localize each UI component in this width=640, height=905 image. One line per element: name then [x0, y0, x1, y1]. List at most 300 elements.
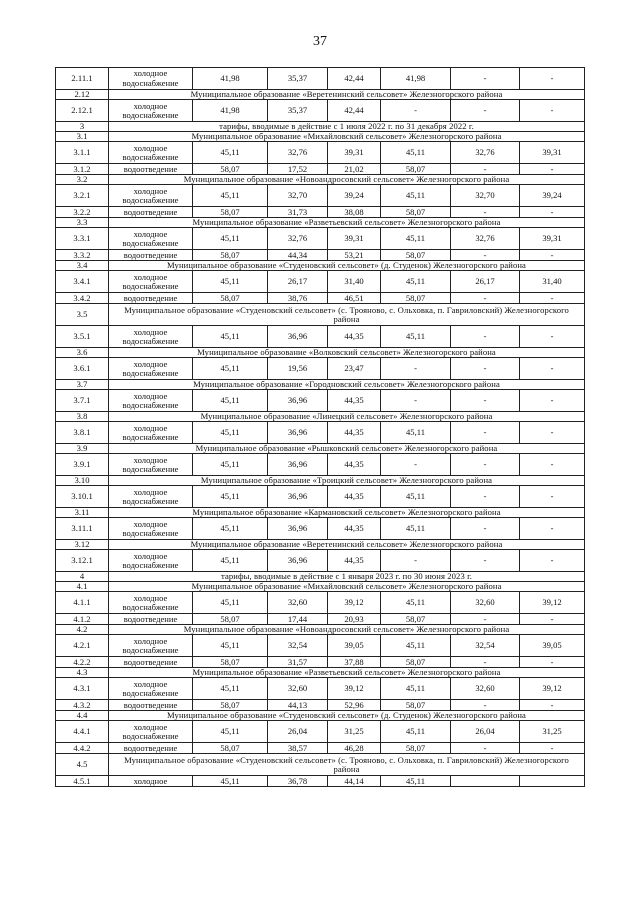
table-row [56, 678, 585, 700]
tariff-value: 36,96 [268, 518, 328, 540]
section-header-row [56, 572, 585, 582]
section-title: Муниципальное образование «Студеновский сельсовет» (д. Студенок) Железногорского района [109, 261, 585, 271]
tariff-value: 39,24 [328, 185, 381, 207]
row-number: 3.5.1 [56, 326, 109, 348]
row-number: 4 [56, 572, 109, 582]
service-type: холодное водоснабжение [109, 185, 193, 207]
table-row [56, 250, 585, 261]
tariff-value: 53,21 [328, 250, 381, 261]
section-title: Муниципальное образование «Студеновский сельсовет» (д. Студенок) Железногорского района [109, 711, 585, 721]
tariff-value: 32,54 [268, 635, 328, 657]
table-row [56, 422, 585, 444]
tariff-value: 58,07 [193, 164, 268, 175]
service-type: холодное водоснабжение [109, 518, 193, 540]
tariff-value: - [520, 293, 585, 304]
row-number: 3.5 [56, 304, 109, 326]
tariff-value: 19,56 [268, 358, 328, 380]
row-number: 3.12 [56, 540, 109, 550]
row-number: 4.1.2 [56, 614, 109, 625]
row-number: 3.2.1 [56, 185, 109, 207]
table-row [56, 700, 585, 711]
tariff-value: - [451, 614, 520, 625]
service-type: холодное водоснабжение [109, 271, 193, 293]
tariff-value: 36,96 [268, 326, 328, 348]
tariff-value: 36,96 [268, 390, 328, 412]
tariff-value: 31,40 [520, 271, 585, 293]
row-number: 3.4.1 [56, 271, 109, 293]
tariff-value: 23,47 [328, 358, 381, 380]
tariff-table-body [56, 68, 585, 787]
tariff-value: 36,96 [268, 550, 328, 572]
table-row [56, 657, 585, 668]
service-type: водоотведение [109, 250, 193, 261]
tariff-value: - [520, 700, 585, 711]
service-type: водоотведение [109, 700, 193, 711]
service-type: водоотведение [109, 657, 193, 668]
row-number: 3.8.1 [56, 422, 109, 444]
section-header-row [56, 444, 585, 454]
table-row [56, 592, 585, 614]
row-number: 3.1.1 [56, 142, 109, 164]
tariff-value: 39,12 [520, 678, 585, 700]
section-header-row [56, 348, 585, 358]
tariff-value: - [451, 422, 520, 444]
table-row [56, 486, 585, 508]
tariff-value: 26,04 [451, 721, 520, 743]
table-row [56, 743, 585, 754]
row-number: 2.11.1 [56, 68, 109, 90]
service-type: холодное водоснабжение [109, 228, 193, 250]
tariff-value: 26,04 [268, 721, 328, 743]
table-row [56, 164, 585, 175]
row-number: 3.7.1 [56, 390, 109, 412]
section-title: Муниципальное образование «Михайловский сельсовет» Железногорского района [109, 582, 585, 592]
tariff-value: 36,78 [268, 776, 328, 787]
tariff-value: 45,11 [381, 271, 451, 293]
tariff-value: 44,35 [328, 518, 381, 540]
tariff-value: - [451, 700, 520, 711]
tariff-value: 39,24 [520, 185, 585, 207]
row-number: 3.9.1 [56, 454, 109, 476]
tariff-value: 31,73 [268, 207, 328, 218]
tariff-value: 58,07 [193, 293, 268, 304]
tariff-value: 45,11 [381, 678, 451, 700]
tariff-value: 39,12 [520, 592, 585, 614]
tariff-value: - [451, 486, 520, 508]
tariff-value: - [520, 518, 585, 540]
table-row [56, 142, 585, 164]
row-number: 3.3 [56, 218, 109, 228]
tariff-value: 36,96 [268, 486, 328, 508]
service-type: холодное водоснабжение [109, 635, 193, 657]
table-row [56, 68, 585, 90]
tariff-value: 44,35 [328, 550, 381, 572]
tariff-value: - [520, 358, 585, 380]
row-number: 3.1.2 [56, 164, 109, 175]
tariff-value: 44,34 [268, 250, 328, 261]
tariff-value: - [451, 207, 520, 218]
table-row [56, 326, 585, 348]
tariff-value: - [381, 454, 451, 476]
row-number: 4.2 [56, 625, 109, 635]
service-type: водоотведение [109, 207, 193, 218]
tariff-value: - [381, 390, 451, 412]
tariff-value: 45,11 [193, 550, 268, 572]
tariff-value: - [381, 358, 451, 380]
section-header-row [56, 122, 585, 132]
section-title: Муниципальное образование «Рышковский сельсовет» Железногорского района [109, 444, 585, 454]
row-number: 4.5.1 [56, 776, 109, 787]
section-title: Муниципальное образование «Михайловский сельсовет» Железногорского района [109, 132, 585, 142]
tariff-value: 52,96 [328, 700, 381, 711]
row-number: 3.12.1 [56, 550, 109, 572]
tariff-value: - [520, 422, 585, 444]
tariff-value: 32,54 [451, 635, 520, 657]
tariff-value: 58,07 [193, 207, 268, 218]
tariff-value: - [520, 743, 585, 754]
section-header-row [56, 582, 585, 592]
service-type: холодное водоснабжение [109, 358, 193, 380]
tariff-value: 38,57 [268, 743, 328, 754]
tariff-value: - [520, 207, 585, 218]
service-type: водоотведение [109, 743, 193, 754]
tariff-value: 45,11 [381, 185, 451, 207]
tariff-value: - [381, 550, 451, 572]
tariff-value: - [451, 550, 520, 572]
table-row [56, 228, 585, 250]
row-number: 3.10.1 [56, 486, 109, 508]
section-header-row [56, 412, 585, 422]
service-type: холодное водоснабжение [109, 592, 193, 614]
section-title: Муниципальное образование «Троицкий сельсовет» Железногорского района [109, 476, 585, 486]
tariff-value: 44,13 [268, 700, 328, 711]
tariff-value: - [451, 743, 520, 754]
table-row [56, 635, 585, 657]
row-number: 2.12 [56, 90, 109, 100]
service-type: холодное водоснабжение [109, 678, 193, 700]
tariff-value: 58,07 [381, 657, 451, 668]
row-number: 3.3.2 [56, 250, 109, 261]
tariff-value: 26,17 [451, 271, 520, 293]
tariff-value: 44,35 [328, 390, 381, 412]
table-row [56, 776, 585, 787]
tariff-value: 36,96 [268, 454, 328, 476]
service-type: холодное водоснабжение [109, 100, 193, 122]
tariff-value: 58,07 [193, 700, 268, 711]
section-title: Муниципальное образование «Городновский сельсовет» Железногорского района [109, 380, 585, 390]
section-header-row [56, 218, 585, 228]
tariff-value: 37,88 [328, 657, 381, 668]
section-header-row [56, 304, 585, 326]
tariff-value: 32,76 [451, 228, 520, 250]
tariff-value: 58,07 [193, 657, 268, 668]
tariff-value: 38,08 [328, 207, 381, 218]
tariff-value: 39,12 [328, 592, 381, 614]
tariff-value: 45,11 [193, 271, 268, 293]
tariff-value: - [520, 250, 585, 261]
service-type: холодное водоснабжение [109, 68, 193, 90]
tariff-table [55, 67, 585, 787]
section-title: Муниципальное образование «Веретенинский сельсовет» Железногорского района [109, 540, 585, 550]
tariff-value: 45,11 [193, 486, 268, 508]
row-number: 3.2.2 [56, 207, 109, 218]
row-number: 3.8 [56, 412, 109, 422]
section-header-row [56, 261, 585, 271]
tariff-value: 17,44 [268, 614, 328, 625]
tariff-value: 45,11 [193, 142, 268, 164]
tariff-value: 45,11 [193, 326, 268, 348]
section-header-row [56, 380, 585, 390]
tariff-value: 45,11 [381, 721, 451, 743]
tariff-value [520, 776, 585, 787]
section-header-row [56, 754, 585, 776]
tariff-value: 31,25 [328, 721, 381, 743]
tariff-value: 58,07 [381, 614, 451, 625]
section-title: Муниципальное образование «Волковский сельсовет» Железногорского района [109, 348, 585, 358]
tariff-value: - [451, 518, 520, 540]
tariff-value: - [451, 454, 520, 476]
tariff-value: - [520, 657, 585, 668]
tariff-value: 42,44 [328, 68, 381, 90]
tariff-value: 39,31 [520, 142, 585, 164]
table-row [56, 185, 585, 207]
tariff-value: 32,76 [268, 228, 328, 250]
tariff-value: 44,35 [328, 454, 381, 476]
row-number: 4.4 [56, 711, 109, 721]
tariff-value: 17,52 [268, 164, 328, 175]
tariff-value: 45,11 [381, 326, 451, 348]
tariff-value: 45,11 [193, 228, 268, 250]
tariff-value: 31,40 [328, 271, 381, 293]
tariff-value: - [451, 100, 520, 122]
service-type: холодное водоснабжение [109, 142, 193, 164]
tariff-value: 44,35 [328, 422, 381, 444]
tariff-value: - [451, 326, 520, 348]
row-number: 3.11 [56, 508, 109, 518]
row-number: 3.10 [56, 476, 109, 486]
tariff-value: 35,37 [268, 68, 328, 90]
tariff-value: 45,11 [193, 390, 268, 412]
tariff-value: 32,70 [268, 185, 328, 207]
service-type: холодное водоснабжение [109, 326, 193, 348]
table-row [56, 614, 585, 625]
tariff-value: 58,07 [381, 700, 451, 711]
tariff-value: - [451, 250, 520, 261]
tariff-value: - [451, 358, 520, 380]
tariff-value [451, 776, 520, 787]
section-header-row [56, 90, 585, 100]
tariff-value: 31,57 [268, 657, 328, 668]
table-row [56, 100, 585, 122]
service-type: холодное [109, 776, 193, 787]
table-row [56, 271, 585, 293]
row-number: 3.4 [56, 261, 109, 271]
tariff-value: 41,98 [193, 68, 268, 90]
tariff-value: 32,60 [268, 678, 328, 700]
row-number: 3 [56, 122, 109, 132]
tariff-value: 31,25 [520, 721, 585, 743]
row-number: 3.11.1 [56, 518, 109, 540]
row-number: 4.5 [56, 754, 109, 776]
row-number: 3.1 [56, 132, 109, 142]
service-type: холодное водоснабжение [109, 486, 193, 508]
tariff-value: 39,05 [520, 635, 585, 657]
tariff-value: 42,44 [328, 100, 381, 122]
tariff-value: 45,11 [193, 454, 268, 476]
tariff-value: 45,11 [381, 228, 451, 250]
tariff-value: 45,11 [193, 518, 268, 540]
tariff-value: 32,70 [451, 185, 520, 207]
tariff-value: - [451, 68, 520, 90]
tariff-value: 45,11 [193, 635, 268, 657]
row-number: 4.1.1 [56, 592, 109, 614]
tariff-value: 58,07 [193, 614, 268, 625]
tariff-value: - [451, 657, 520, 668]
tariff-value: - [381, 100, 451, 122]
tariff-value: - [520, 550, 585, 572]
section-header-row [56, 508, 585, 518]
tariff-value: 26,17 [268, 271, 328, 293]
row-number: 2.12.1 [56, 100, 109, 122]
table-row [56, 293, 585, 304]
tariff-value: 39,12 [328, 678, 381, 700]
tariff-value: 32,60 [268, 592, 328, 614]
tariff-value: 45,11 [381, 635, 451, 657]
service-type: водоотведение [109, 614, 193, 625]
service-type: холодное водоснабжение [109, 390, 193, 412]
tariff-value: 58,07 [381, 293, 451, 304]
tariff-value: 45,11 [193, 358, 268, 380]
table-row [56, 207, 585, 218]
tariff-value: 58,07 [193, 250, 268, 261]
service-type: холодное водоснабжение [109, 454, 193, 476]
section-title: Муниципальное образование «Разветьевский сельсовет» Железногорского района [109, 668, 585, 678]
table-row [56, 721, 585, 743]
tariff-value: 35,37 [268, 100, 328, 122]
row-number: 3.6.1 [56, 358, 109, 380]
section-header-row [56, 625, 585, 635]
tariff-value: 45,11 [193, 678, 268, 700]
section-header-row [56, 540, 585, 550]
tariff-value: - [520, 454, 585, 476]
table-row [56, 550, 585, 572]
tariff-value: 58,07 [381, 207, 451, 218]
tariff-value: - [520, 68, 585, 90]
tariff-value: 45,11 [193, 721, 268, 743]
tariff-value: - [520, 614, 585, 625]
section-title: тарифы, вводимые в действие с 1 января 2023 г. по 30 июня 2023 г. [109, 572, 585, 582]
row-number: 4.4.2 [56, 743, 109, 754]
tariff-value: 39,31 [328, 228, 381, 250]
section-header-row [56, 476, 585, 486]
tariff-value: 20,93 [328, 614, 381, 625]
tariff-value: 46,28 [328, 743, 381, 754]
page-number: 37 [313, 34, 327, 49]
section-title: Муниципальное образование «Кармановский сельсовет» Железногорского района [109, 508, 585, 518]
row-number: 3.3.1 [56, 228, 109, 250]
tariff-value: 58,07 [381, 743, 451, 754]
row-number: 4.1 [56, 582, 109, 592]
section-header-row [56, 132, 585, 142]
tariff-value: 41,98 [381, 68, 451, 90]
tariff-value: 45,11 [381, 486, 451, 508]
service-type: холодное водоснабжение [109, 550, 193, 572]
row-number: 3.7 [56, 380, 109, 390]
service-type: холодное водоснабжение [109, 422, 193, 444]
section-title: Муниципальное образование «Веретенинский сельсовет» Железногорского района [109, 90, 585, 100]
section-header-row [56, 668, 585, 678]
tariff-value: 32,76 [451, 142, 520, 164]
row-number: 3.9 [56, 444, 109, 454]
tariff-value: 58,07 [193, 743, 268, 754]
section-title: Муниципальное образование «Разветьевский сельсовет» Железногорского района [109, 218, 585, 228]
tariff-value: 39,05 [328, 635, 381, 657]
tariff-value: 58,07 [381, 164, 451, 175]
tariff-value: 45,11 [381, 518, 451, 540]
tariff-value: 41,98 [193, 100, 268, 122]
row-number: 4.2.2 [56, 657, 109, 668]
tariff-value: 45,11 [381, 776, 451, 787]
tariff-value: 44,14 [328, 776, 381, 787]
tariff-value: 32,60 [451, 678, 520, 700]
service-type: холодное водоснабжение [109, 721, 193, 743]
tariff-value: 45,11 [193, 422, 268, 444]
tariff-value: 45,11 [381, 592, 451, 614]
tariff-value: - [520, 486, 585, 508]
tariff-value: 45,11 [193, 185, 268, 207]
row-number: 4.4.1 [56, 721, 109, 743]
tariff-value: 21,02 [328, 164, 381, 175]
tariff-value: 39,31 [520, 228, 585, 250]
tariff-value: - [451, 390, 520, 412]
section-title: Муниципальное образование «Новоандросовский сельсовет» Железногорского района [109, 175, 585, 185]
tariff-value: - [520, 326, 585, 348]
tariff-value: 46,51 [328, 293, 381, 304]
tariff-value: - [451, 293, 520, 304]
row-number: 4.3 [56, 668, 109, 678]
tariff-value: 44,35 [328, 486, 381, 508]
tariff-value: - [520, 390, 585, 412]
service-type: водоотведение [109, 164, 193, 175]
row-number: 4.3.1 [56, 678, 109, 700]
tariff-value: 38,76 [268, 293, 328, 304]
tariff-value: 45,11 [193, 592, 268, 614]
row-number: 4.3.2 [56, 700, 109, 711]
table-row [56, 390, 585, 412]
tariff-value: 36,96 [268, 422, 328, 444]
service-type: водоотведение [109, 293, 193, 304]
section-title: Муниципальное образование «Новоандросовский сельсовет» Железногорского района [109, 625, 585, 635]
table-row [56, 518, 585, 540]
section-header-row [56, 711, 585, 721]
row-number: 3.4.2 [56, 293, 109, 304]
tariff-value: 45,11 [381, 422, 451, 444]
row-number: 4.2.1 [56, 635, 109, 657]
row-number: 3.2 [56, 175, 109, 185]
table-row [56, 358, 585, 380]
section-title: Муниципальное образование «Линецкий сельсовет» Железногорского района [109, 412, 585, 422]
section-title: Муниципальное образование «Студеновский сельсовет» (с. Трояново, с. Ольховка, п. Гавриловский) Железногорского района [109, 754, 585, 776]
tariff-value: 45,11 [193, 776, 268, 787]
row-number: 3.6 [56, 348, 109, 358]
tariff-value: - [520, 164, 585, 175]
tariff-value: 32,60 [451, 592, 520, 614]
section-title: тарифы, вводимые в действие с 1 июля 2022 г. по 31 декабря 2022 г. [109, 122, 585, 132]
tariff-value: 45,11 [381, 142, 451, 164]
section-title: Муниципальное образование «Студеновский сельсовет» (с. Трояново, с. Ольховка, п. Гавриловский) Железногорского района [109, 304, 585, 326]
tariff-value: - [451, 164, 520, 175]
tariff-value: 58,07 [381, 250, 451, 261]
